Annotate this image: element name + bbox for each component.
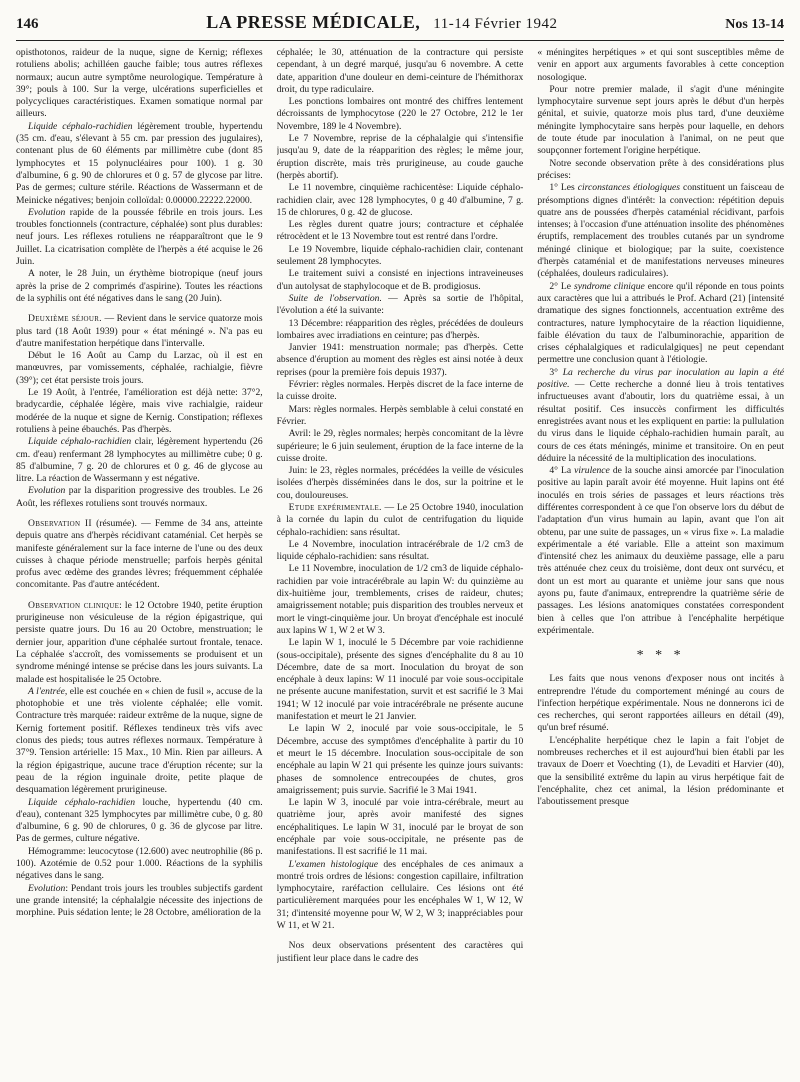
paragraph: Le 4 Novembre, inoculation intracérébrale de 1/2 cm3 de liquide céphalo-rachidien: sans résultat. (276, 538, 524, 563)
paragraph: Le 19 Août, à l'entrée, l'amélioration est déjà nette: 37°2, bradycardie, céphalée légère, mais vive rachialgie, raideur modérée de la nuque et signe de Kernig. Constipation; réflexes rotuliens à peine ébauchés. Pas d'herpès. (16, 387, 263, 435)
paragraph: Evolution rapide de la poussée fébrile en trois jours. Les troubles fonctionnels (contracture, céphalée) sont plus durables: neuf jours. Les réflexes rotuliens ne réapparaîtront que le 9 Juillet. La cicatrisation complète de l'herpès a été acquise le 26 Juin. (16, 206, 263, 268)
paragraph: Evolution: Pendant trois jours les troubles subjectifs gardent une grande intensité; la céphalalgie nécessite des injections de morphine. Puis sédation lente; le 28 Octobre, amélioration de la (16, 882, 263, 919)
paragraph: Hémogramme: leucocytose (12.600) avec neutrophilie (86 p. 100). Azotémie de 0.52 pour 1.000. Réactions de la syphilis négatives dans le sang. (16, 845, 263, 882)
paragraph: A l'entrée, elle est couchée en « chien de fusil », accuse de la photophobie et une très violente céphalée; elle vomit. Contracture très marquée: raideur extrême de la nuque, signe de Kernig fortement positif. Réflexes tendineux très vifs avec clonus des pieds; tous autres réflexes normaux. Température à 37°9. Tension artérielle: 15 Max., 10 Min. Rien par ailleurs. A la région épigastrique, aucune trace d'éruption récente; sur la peau de la région inguinale droite, petite plaque de desquamation légèrement prurigineuse. (16, 685, 263, 796)
paragraph: 2° Le syndrome clinique encore qu'il réponde en tous points aux caractères que lui a attribués le Prof. Achard (21) [intensité dramatique des signes fonctionnels, accentuation extrême des contractures, nature lymphocytaire de la réaction liquidienne, faible élévation du taux de l'albuminorachie, apparition de crises céphalalgiques et radiculalgiques] ne peut cependant permettre une conclusion quant à l'étiologie. (537, 280, 784, 366)
paragraph: Juin: le 23, règles normales, précédées la veille de vésicules isolées d'herpès disséminées dans le dos, sur la poitrine et le cou, douloureuses. (276, 465, 524, 501)
paragraph: Les règles durent quatre jours; contracture et céphalée rétrocèdent et le 13 Novembre tout est rentré dans l'ordre. (276, 219, 524, 243)
paragraph: Liquide céphalo-rachidien clair, légèrement hypertendu (26 cm. d'eau) renfermant 28 lymphocytes au millimètre cube; 0 g. 85 d'albumine, 7 g. 20 de chlorures et 0 g. 46 de glycose au litre. La réaction de Wassermann y est négative. (16, 436, 263, 485)
paragraph: Avril: le 29, règles normales; herpès concomitant de la lèvre supérieure; le 6 juin seulement, éruption de la face interne de la cuisse droite. (276, 428, 524, 464)
page-header (16, 12, 784, 38)
journal-title (206, 12, 557, 33)
paragraph: Le 11 novembre, cinquième rachicentèse: Liquide céphalo-rachidien clair, avec 128 lymphocytes, 0 g 40 d'albumine, 7 g. 15 de chlorures, 0 g. 42 de glucose. (276, 182, 524, 218)
paragraph: Liquide céphalo-rachidien légèrement trouble, hypertendu (35 cm. d'eau, s'élevant à 55 cm. par pression des jugulaires), contenant plus de 60 éléments par millimètre cube (dont 85 lymphocytes et 15 polynucléaires pour 100). 1 g. 30 d'albumine, 6 g. 90 de chlorures et 0 g. 57 de glycose par litre. Pas de germes; culture stérile. Réactions de Wassermann et de Meinicke négatives; benjoin colloïdal: 0.00000.22222.22000. (16, 120, 263, 206)
paragraph: A noter, le 28 Juin, un érythème biotropique (neuf jours après la prise de 2 comprimés d'aspirine). Toutes les réactions de la syphilis ont été négatives dans le sang (20 Juin). (16, 268, 263, 304)
paragraph: Le traitement suivi a consisté en injections intraveineuses d'un autolysat de staphylocoque et de B. prodigiosus. (276, 268, 524, 292)
paragraph: Le lapin W 2, inoculé par voie sous-occipitale, le 5 Décembre, accuse des symptômes d'encéphalite à partir du 10 et meurt le 15 décembre. Inoculation sous-occipitale de son encéphale au lapin W 21 qui présente les quinze jours suivants: phases de somnolence entrecoupées de chutes, gros amaigrissement; puis survie. Sacrifié le 3 Mai 1941. (276, 723, 524, 796)
paragraph: Mars: règles normales. Herpès semblable à celui constaté en Février. (276, 403, 524, 427)
column-1 (16, 47, 263, 1077)
paragraph: L'encéphalite herpétique chez le lapin a fait l'objet de nombreuses recherches et il est aujourd'hui bien établi par les travaux de Doerr et Voechting (1), de Levaditi et Harvier (40), que la sensibilité extrême du lapin au virus herpétique fait de l'encéphalite, chez cet animal, la lésion prédominante et l'aboutissement presque (537, 734, 784, 808)
paragraph: Le lapin W 3, inoculé par voie intra-cérébrale, meurt au quatrième jour, après avoir manifesté des signes encéphalitiques. Le lapin W 31, inoculé par le broyat de son encéphale par voie sous-occipitale, ne présente pas de manifestations. Il est sacrifié le 11 mai. (276, 797, 524, 858)
paragraph: Janvier 1941: menstruation normale; pas d'herpès. Cette absence d'éruption au moment des règles est ainsi notée à deux reprises (pour la première fois depuis 1937). (276, 342, 524, 378)
article-columns (16, 47, 784, 1077)
paragraph: 3° La recherche du virus par inoculation au lapin a été positive. — Cette recherche a donné lieu à trois tentatives infructueuses avant d'aboutir, lors du quatrième essai, à un résultat positif. Ces insuccès confirment les difficultés enregistrées avant nous et les expliquent en partie: la pullulation du virus dans le liquide céphalo-rachidien humain paraît, au cours de ces états méningés, minime et transitoire. On en peut déduire la nécessité de la multiplication des inoculations. (537, 366, 784, 464)
section-separator-stars: * * * (636, 648, 685, 664)
paragraph: Nos deux observations présentent des caractères qui justifient leur place dans le cadre des (276, 940, 524, 964)
paragraph: Suite de l'observation. — Après sa sortie de l'hôpital, l'évolution a été la suivante: (276, 292, 524, 317)
paragraph: 13 Décembre: réapparition des règles, précédées de douleurs lombaires avec irradiations en ceinture; pas d'herpès. (276, 317, 524, 341)
section-heading-observation-2: Observation II (résumée). — Femme de 34 ans, atteinte depuis quatre ans d'herpès récidivant cataménial. Cet herpès se manifeste généralement sur la face interne de l'une ou des deux cuisses à chaque période menstruelle; parfois herpès génital profus avec œdème des grandes lèvres; fréquemment céphalée concomitante. Pas d'autre antécédent. (16, 517, 263, 591)
paragraph: Le 11 Novembre, inoculation de 1/2 cm3 de liquide céphalo-rachidien par voie intracérébrale au lapin W: du quinzième au dix-huitième jour, tremblements, crises de raideur, chutes; amaigrissement notable; puis disparition des troubles nerveux et mort le vingt-cinquième jour. Un broyat d'encéphale est inoculé aux lapins W 1, W 2 et W 3. (276, 563, 524, 636)
paragraph: Evolution par la disparition progressive des troubles. Le 26 Août, les réflexes rotuliens sont trouvés normaux. (16, 485, 263, 509)
paragraph: céphalée; le 30, atténuation de la contracture qui persiste cependant, à un degré marqué, jusqu'au 6 novembre. A cette date, apparition d'une douleur en demi-ceinture de l'hémithorax droit, du type radiculaire. (276, 47, 524, 95)
paragraph: Le 19 Novembre, liquide céphalo-rachidien clair, contenant seulement 28 lymphocytes. (276, 243, 524, 268)
paragraph: Le lapin W 1, inoculé le 5 Décembre par voie rachidienne (sous-occipitale), présente des signes d'encéphalite du 8 au 10 Décembre, date de sa mort. Inoculation du broyat de son encéphale à deux lapins: W 11 inoculé par voie sous-occipitale ne présente aucune manifestation, survit et est sacrifié le 3 Mai 1941; W 12 inoculé par voie intracérébrale ne présente aucune manifestation et meurt le 21 Janvier. (276, 637, 524, 723)
paragraph: Pour notre premier malade, il s'agit d'une méningite lymphocytaire survenue sept jours après le début d'un herpès génital, et suivie, quatorze mois plus tard, d'une deuxième méningite lymphocytaire sans herpès pour laquelle, en dehors de toute étude par inoculation à l'animal, on ne peut que soupçonner fortement l'origine herpétique. (537, 83, 784, 157)
paragraph: Les ponctions lombaires ont montré des chiffres lentement décroissants de lymphocytose (220 le 27 Octobre, 212 le 1er Novembre, 189 le 4 Novembre). (276, 96, 524, 132)
paragraph: Le 7 Novembre, reprise de la céphalalgie qui s'intensifie jusqu'au 9, date de la réapparition des règles; le même jour, éruption discrète, mais très prurigineuse, au coude gauche (herpès abortif). (276, 133, 524, 181)
paragraph: Deuxième séjour. — Revient dans le service quatorze mois plus tard (18 Août 1939) pour « état méningé ». N'a pas eu d'autre manifestation herpétique dans l'intervalle. (16, 313, 263, 349)
column-3 (537, 47, 784, 1077)
paragraph: Les faits que nous venons d'exposer nous ont incités à entreprendre l'étude du comportement méningé au cours de l'infection herpétique expérimentale. Nous ne donnerons ici de ces recherches, qui seront rapportées ailleurs en détail (49), qu'un bref résumé. (537, 673, 784, 734)
header-rule (16, 40, 784, 41)
paragraph: Notre seconde observation prête à des considérations plus précises: (537, 157, 784, 181)
paragraph: Début le 16 Août au Camp du Larzac, où il est en manœuvres, par vomissements, céphalée, rachialgie, fièvre (39°); cet état persiste trois jours. (16, 350, 263, 386)
column-2 (277, 47, 524, 1077)
paragraph: Etude expérimentale. — Le 25 Octobre 1940, inoculation à la cornée du lapin du culot de centrifugation du liquide céphalo-rachidien: sans résultat. (276, 501, 524, 538)
page-number: 146 (16, 16, 39, 32)
paragraph: « méningites herpétiques » et qui sont susceptibles même de venir en apport aux arguments favorables à cette conception nosologique. (537, 47, 784, 83)
paragraph: Février: règles normales. Herpès discret de la face interne de la cuisse droite. (276, 379, 524, 403)
paragraph: 1° Les circonstances étiologiques constituent un faisceau de présomptions dignes d'intérêt: la convection: répétition depuis quatre ans de poussées d'herpès cataménial récidivant, parfois intenses; à l'occasion d'une atténuation insolite des phénomènes éruptifs, remplacement des troubles cutanés par un syndrome méningé clinique et biologique; par la suite, coexistence d'herpès cataménial et de manifestations nerveuses mineures (céphalées, douleurs radiculaires). (537, 182, 784, 280)
paragraph: Liquide céphalo-rachidien louche, hypertendu (40 cm. d'eau), contenant 325 lymphocytes par millimètre cube, 0 g. 80 d'albumine, 6 g. 90 de chlorures, 0 g. 36 de glycose par litre. Pas de germes, culture négative. (16, 796, 263, 845)
issue-number: Nos 13-14 (725, 17, 784, 32)
paragraph: Observation clinique: le 12 Octobre 1940, petite éruption prurigineuse non vésiculeuse de la région épigastrique, qui persiste quatre jours. Du 16 au 20 Octobre, menstruation; le dernier jour, apparition d'une céphalée surtout frontale, tenace. La céphalée s'accroît, des vomissements se produisent et un syndrome méningé intense se précise dans les jours suivants. La malade est hospitalisée le 25 Octobre. (16, 599, 263, 685)
paragraph: opisthotonos, raideur de la nuque, signe de Kernig; réflexes rotuliens abolis; achilléen gauche faible; tous autres réflexes normaux; aucun autre symptôme neurologique. Température à 39°; pouls à 100. Sur la verge, ulcérations superficielles et polycycliques caractéristiques. Examen somatique normal par ailleurs. (16, 47, 263, 120)
issue-date: 11-14 Février 1942 (433, 16, 558, 32)
paragraph: 4° La virulence de la souche ainsi amorcée par l'inoculation positive au lapin paraît avoir été moyenne. Huit lapins ont été inoculés en trois séries de passages et leurs réactions très différentes correspondent à ce que l'on observe lors du début de l'adaptation d'un virus humain au lapin, avant que l'on ait obtenu, par une suite de passages, un « virus fixe ». La maladie expérimentale a été variable. Elle a atteint son maximum d'intensité chez les animaux du deuxième passage, elle a paru très atténuée chez ceux du troisième, dont deux ont survécu, et dont un est mort au quarante et unième jour sans que nous ayons pu, faute d'animaux, entreprendre la quatrième série de passages. Les lésions anatomiques constatées correspondent bien à celles que l'on attribue à l'encéphalite herpétique expérimentale. (537, 465, 784, 636)
paragraph: L'examen histologique des encéphales de ces animaux a montré trois ordres de lésions: congestion capillaire, infiltration lymphocytaire, raréfaction cellulaire. Ces lésions ont été particulièrement marquées pour les encéphales W 1, W 12, W 31; d'intensité moyenne pour W, W 2, W 3; inappréciables pour W 11, et W 21. (276, 858, 524, 932)
journal-name: LA PRESSE MÉDICALE, (206, 12, 421, 32)
